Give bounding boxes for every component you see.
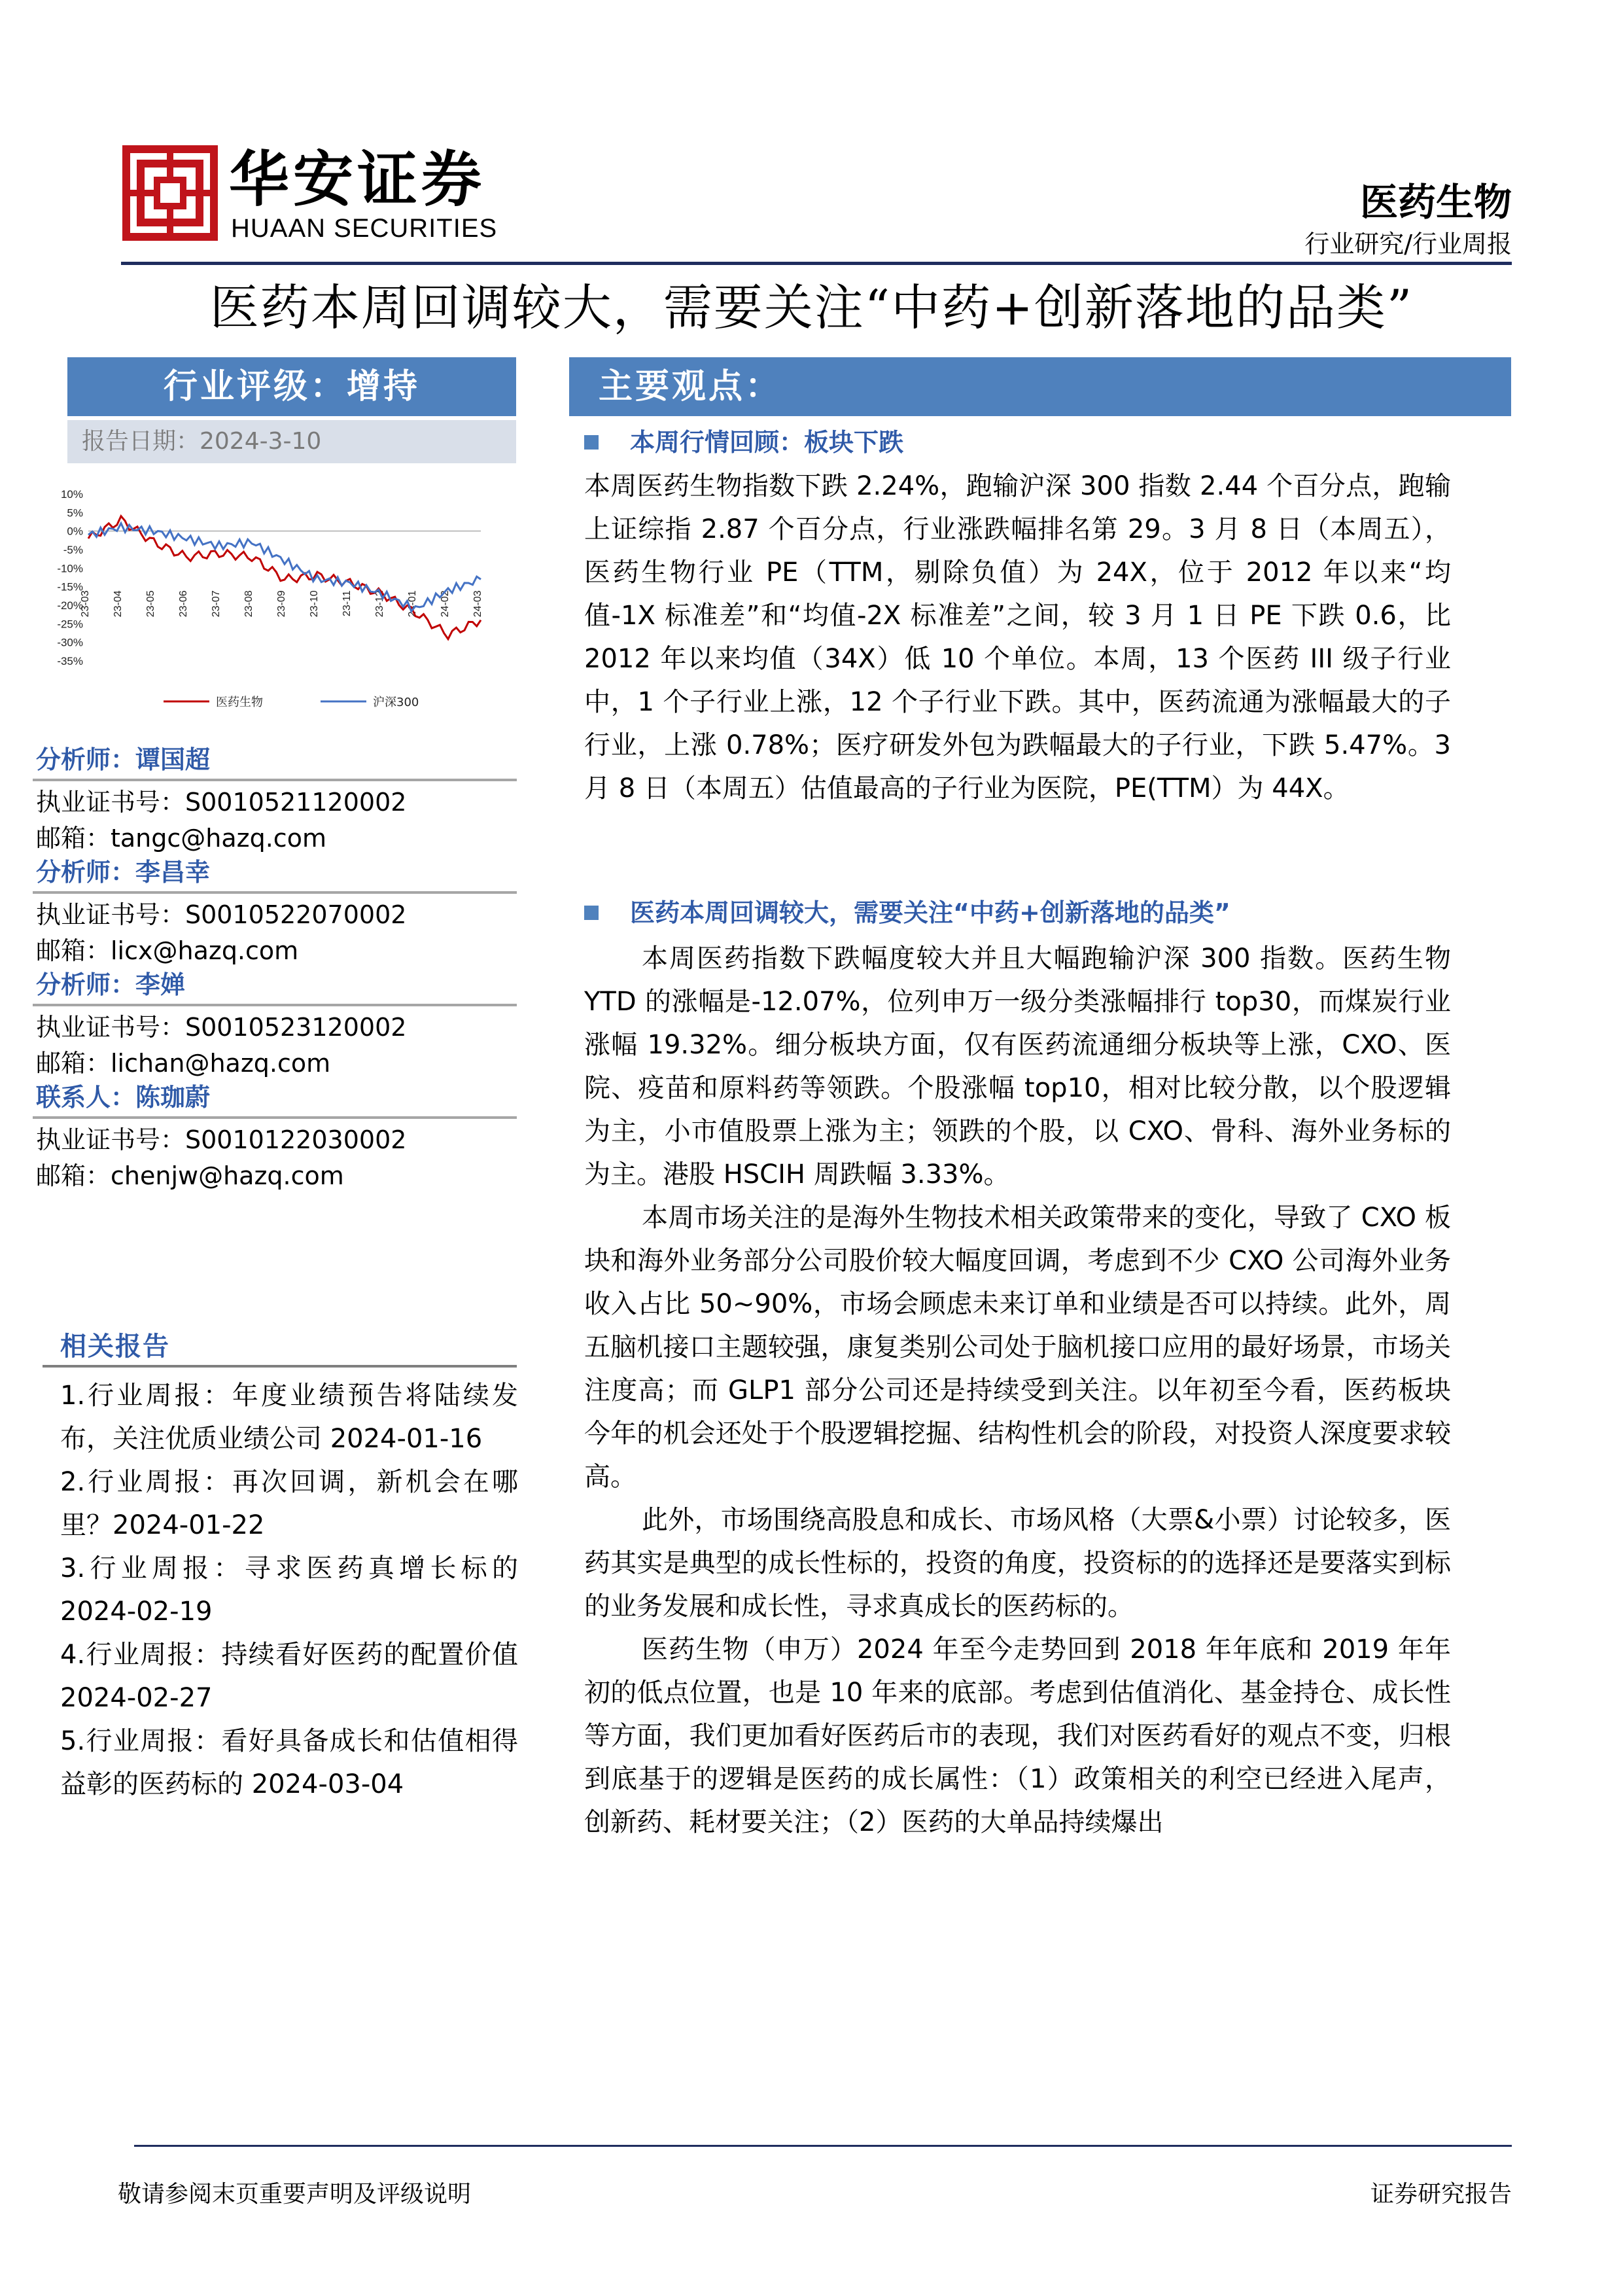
- index-performance-chart: [33, 478, 517, 720]
- analyst-3-email[interactable]: 邮箱：lichan@hazq.com: [36, 1049, 331, 1078]
- y-tick-label: -30%: [57, 636, 83, 649]
- x-tick-label: 23-12: [374, 590, 385, 618]
- chart-svg: [33, 478, 517, 720]
- contact-name: 联系人：陈珈蔚: [36, 1083, 211, 1112]
- report-date-text: 报告日期：2024-3-10: [82, 428, 322, 455]
- key-points-header: [569, 357, 1511, 416]
- y-tick-label: -25%: [57, 618, 83, 631]
- logo-seal-icon: [121, 144, 219, 242]
- related-report-item[interactable]: 4.行业周报：持续看好医药的配置价值 2024-02-27: [60, 1640, 518, 1713]
- x-tick-label: 23-04: [113, 590, 124, 618]
- x-tick-label: 23-03: [80, 590, 91, 618]
- section-2-title: 医药本周回调较大，需要关注“中药+创新落地的品类”: [630, 898, 1230, 927]
- related-report-item[interactable]: 3.行业周报：寻求医药真增长标的2024-02-19: [60, 1553, 518, 1627]
- legend-label: 医药生物: [216, 696, 263, 709]
- section-2-paragraph-2: 本周市场关注的是海外生物技术相关政策带来的变化，导致了 CXO 板块和海外业务部分公司股价较大幅度回调，考虑到不少 CXO 公司海外业务收入占比 50~90%，市场会顾虑未来订单和业绩是否可以持续。此外，周五脑机接口主题较强，康复类别公司处于脑机接口应用的最好场景，市场关注度高；而 GLP1 部分公司还是持续受到关注。以年初至今看，医药板块今年的机会还处于个股逻辑挖掘、结构性机会的阶段，对投资人深度要求较高。: [584, 1203, 1451, 1492]
- x-tick-label: 23-05: [145, 590, 156, 618]
- square-bullet-icon: [584, 435, 599, 450]
- divider: [33, 1004, 517, 1006]
- industry-rating: 行业评级：增持: [67, 357, 516, 416]
- x-tick-label: 24-02: [440, 590, 451, 618]
- series-line-pharma: [88, 516, 481, 639]
- y-tick-label: -15%: [57, 580, 83, 593]
- footer-doc-type: 证券研究报告: [1370, 2181, 1512, 2208]
- analyst-1-email[interactable]: 邮箱：tangc@hazq.com: [36, 824, 326, 853]
- y-tick-label: -5%: [63, 544, 83, 556]
- section-2-heading: [584, 892, 1230, 933]
- report-date: [67, 420, 516, 463]
- section-2-paragraph-4: 医药生物（申万）2024 年至今走势回到 2018 年年底和 2019 年年初的低点位置，也是 10 年来的底部。考虑到估值消化、基金持仓、成长性等方面，我们更加看好医药后市的表现，我们对医药看好的观点不变，归根到底基于的逻辑是医药的成长属性：（1）政策相关的利空已经进入尾声，创新药、耗材要关注；（2）医药的大单品持续爆出: [584, 1634, 1451, 1837]
- y-tick-label: 5%: [67, 506, 83, 520]
- related-report-item[interactable]: 5.行业周报：看好具备成长和估值相得益彰的医药标的 2024-03-04: [60, 1726, 518, 1799]
- divider: [33, 891, 517, 894]
- related-reports-title: 相关报告: [60, 1332, 170, 1362]
- logo-english-name: HUAAN SECURITIES: [231, 214, 498, 243]
- report-title: 医药本周回调较大，需要关注“中药+创新落地的品类”: [209, 279, 1414, 336]
- related-report-item[interactable]: 2.行业周报：再次回调，新机会在哪里？2024-01-22: [60, 1467, 518, 1540]
- contact-cert: 执业证书号：S0010122030002: [36, 1125, 407, 1154]
- footer-disclaimer[interactable]: 敬请参阅末页重要声明及评级说明: [118, 2181, 472, 2208]
- x-tick-label: 23-06: [178, 590, 189, 618]
- key-points-header-text: 主要观点：: [599, 366, 782, 406]
- x-tick-label: 24-01: [407, 590, 418, 618]
- legend-label: 沪深300: [373, 696, 419, 709]
- header-divider: [121, 262, 1512, 265]
- analyst-1-cert: 执业证书号：S0010521120002: [36, 788, 407, 817]
- company-logo: [121, 144, 500, 242]
- related-reports-list: [60, 1374, 518, 1806]
- divider: [33, 1116, 517, 1119]
- section-1-title: 本周行情回顾：板块下跌: [630, 428, 904, 457]
- logo-chinese-name: 华安证券: [229, 144, 486, 215]
- y-tick-label: 10%: [60, 488, 83, 501]
- analyst-2-email[interactable]: 邮箱：licx@hazq.com: [36, 936, 299, 965]
- x-tick-label: 23-10: [309, 590, 320, 618]
- x-tick-label: 23-07: [211, 590, 222, 618]
- x-tick-label: 23-08: [243, 590, 254, 618]
- related-reports-divider: [43, 1365, 517, 1368]
- related-report-item[interactable]: 1.行业周报：年度业绩预告将陆续发布，关注优质业绩公司 2024-01-16: [60, 1381, 518, 1454]
- analyst-3-cert: 执业证书号：S0010523120002: [36, 1013, 407, 1042]
- sector-title: 医药生物: [1359, 180, 1512, 224]
- analyst-2-cert: 执业证书号：S0010522070002: [36, 900, 407, 929]
- analyst-1-name: 分析师：谭国超: [36, 745, 211, 774]
- section-1-body: 本周医药生物指数下跌 2.24%，跑输沪深 300 指数 2.44 个百分点，跑输上证综指 2.87 个百分点，行业涨跌幅排名第 29。3 月 8 日（本周五），医药生物行业 PE（TTM，剔除负值）为 24X，位于 2012 年以来“均值-1X 标准差”和“均值-2X 标准差”之间，较 3 月 1 日 PE 下跌 0.6，比 2012 年以来均值（34X）低 10 个单位。本周，13 个医药 III 级子行业中，1 个子行业上涨，12 个子行业下跌。其中，医药流通为涨幅最大的子行业，上涨 0.78%；医疗研发外包为跌幅最大的子行业，下跌 5.47%。3 月 8 日（本周五）估值最高的子行业为医院，PE(TTM）为 44X。: [584, 471, 1451, 804]
- square-bullet-icon: [584, 906, 599, 920]
- contact-email[interactable]: 邮箱：chenjw@hazq.com: [36, 1161, 344, 1190]
- y-tick-label: 0%: [67, 525, 83, 538]
- divider: [33, 779, 517, 781]
- y-tick-label: -20%: [57, 599, 83, 612]
- section-2-paragraph-3: 此外，市场围绕高股息和成长、市场风格（大票&小票）讨论较多，医药其实是典型的成长性标的，投资的角度，投资标的的选择还是要落实到标的业务发展和成长性，寻求真成长的医药标的。: [584, 1505, 1451, 1621]
- section-1-heading: [584, 422, 903, 463]
- y-tick-label: -35%: [57, 655, 83, 667]
- x-tick-label: 24-03: [472, 590, 483, 618]
- y-tick-label: -10%: [57, 562, 83, 575]
- report-category: 行业研究/行业周报: [1304, 230, 1512, 258]
- x-tick-label: 23-11: [341, 590, 353, 617]
- x-tick-label: 23-09: [276, 590, 287, 618]
- analyst-2-name: 分析师：李昌幸: [36, 858, 211, 887]
- footer-divider: [134, 2145, 1512, 2147]
- section-2-paragraph-1: 本周医药指数下跌幅度较大并且大幅跑输沪深 300 指数。医药生物 YTD 的涨幅是-12.07%，位列申万一级分类涨幅排行 top30，而煤炭行业涨幅 19.32%。细分板块方面，仅有医药流通细分板块等上涨，CXO、医院、疫苗和原料药等领跌。个股涨幅 top10，相对比较分散，以个股逻辑为主，小市值股票上涨为主；领跌的个股，以 CXO、骨科、海外业务标的为主。港股 HSCIH 周跌幅 3.33%。: [584, 944, 1451, 1190]
- analyst-3-name: 分析师：李婵: [36, 970, 186, 999]
